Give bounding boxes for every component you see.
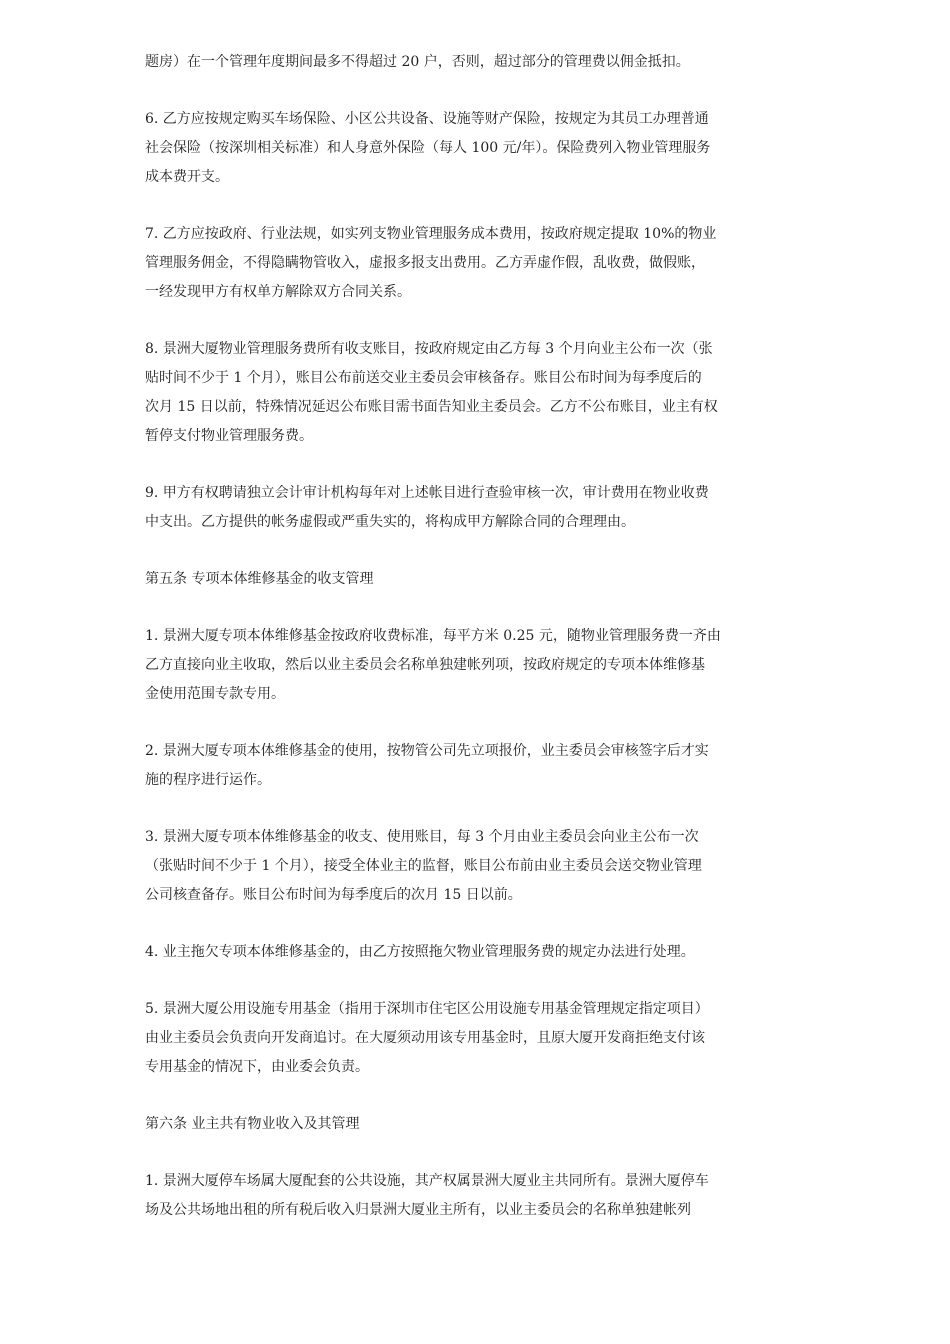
text-line: 由业主委员会负责向开发商追讨。在大厦须动用该专用基金时，且原大厦开发商拒绝支付该: [145, 1030, 705, 1046]
text-line: 1. 景洲大厦专项本体维修基金按政府收费标准，每平方米 0.25 元，随物业管理服务费一齐由: [145, 628, 721, 644]
text-line: 贴时间不少于 1 个月），账目公布前送交业主委员会审核备存。账目公布时间为每季度后的: [145, 370, 702, 386]
document-page: [145, 48, 735, 1253]
text-line: 题房）在一个管理年度期间最多不得超过 20 户，否则，超过部分的管理费以佣金抵扣。: [145, 54, 690, 70]
text-line: 9. 甲方有权聘请独立会计审计机构每年对上述帐目进行查验审核一次，审计费用在物业收费: [145, 485, 709, 501]
text-line: 施的程序进行运作。: [145, 772, 271, 788]
text-line: 成本费开支。: [145, 169, 229, 185]
paragraph: [145, 48, 735, 77]
text-line: 社会保险（按深圳相关标准）和人身意外保险（每人 100 元/年）。保险费列入物业管理服务: [145, 140, 711, 156]
text-line: 2. 景洲大厦专项本体维修基金的使用，按物管公司先立项报价，业主委员会审核签字后才实: [145, 743, 709, 759]
text-line: 第六条 业主共有物业收入及其管理: [145, 1116, 360, 1132]
text-line: 7. 乙方应按政府、行业法规，如实列支物业管理服务成本费用，按政府规定提取 10%的物业: [145, 226, 717, 242]
paragraph: [145, 105, 735, 192]
text-line: 场及公共场地出租的所有税后收入归景洲大厦业主所有，以业主委员会的名称单独建帐列: [145, 1202, 691, 1218]
text-line: 中支出。乙方提供的帐务虚假或严重失实的，将构成甲方解除合同的合理理由。: [145, 514, 635, 530]
text-line: 6. 乙方应按规定购买车场保险、小区公共设备、设施等财产保险，按规定为其员工办理普通: [145, 111, 709, 127]
paragraph: [145, 622, 735, 709]
paragraph: [145, 565, 735, 594]
text-line: （张贴时间不少于 1 个月），接受全体业主的监督，账目公布前由业主委员会送交物业管理: [145, 858, 702, 874]
text-line: 5. 景洲大厦公用设施专用基金（指用于深圳市住宅区公用设施专用基金管理规定指定项目）: [145, 1001, 709, 1017]
paragraph: [145, 220, 735, 307]
text-line: 4. 业主拖欠专项本体维修基金的，由乙方按照拖欠物业管理服务费的规定办法进行处理。: [145, 944, 695, 960]
paragraph: [145, 479, 735, 537]
text-line: 暂停支付物业管理服务费。: [145, 428, 313, 444]
paragraph: [145, 995, 735, 1082]
text-line: 第五条 专项本体维修基金的收支管理: [145, 571, 374, 587]
text-line: 金使用范围专款专用。: [145, 686, 285, 702]
paragraph: [145, 335, 735, 451]
text-line: 次月 15 日以前，特殊情况延迟公布账目需书面告知业主委员会。乙方不公布账目，业主有权: [145, 399, 718, 415]
paragraph: [145, 938, 735, 967]
paragraph: [145, 1167, 735, 1225]
text-line: 8. 景洲大厦物业管理服务费所有收支账目，按政府规定由乙方每 3 个月向业主公布一次（张: [145, 341, 713, 357]
text-line: 乙方直接向业主收取，然后以业主委员会名称单独建帐列项，按政府规定的专项本体维修基: [145, 657, 705, 673]
text-line: 公司核查备存。账目公布时间为每季度后的次月 15 日以前。: [145, 887, 522, 903]
text-line: 管理服务佣金，不得隐瞒物管收入，虚报多报支出费用。乙方弄虚作假，乱收费，做假账，: [145, 255, 705, 271]
text-line: 1. 景洲大厦停车场属大厦配套的公共设施，其产权属景洲大厦业主共同所有。景洲大厦停车: [145, 1173, 709, 1189]
paragraph: [145, 737, 735, 795]
paragraph: [145, 1110, 735, 1139]
paragraph: [145, 823, 735, 910]
text-line: 专用基金的情况下，由业委会负责。: [145, 1059, 369, 1075]
text-line: 一经发现甲方有权单方解除双方合同关系。: [145, 284, 411, 300]
text-line: 3. 景洲大厦专项本体维修基金的收支、使用账目，每 3 个月由业主委员会向业主公布一次: [145, 829, 699, 845]
